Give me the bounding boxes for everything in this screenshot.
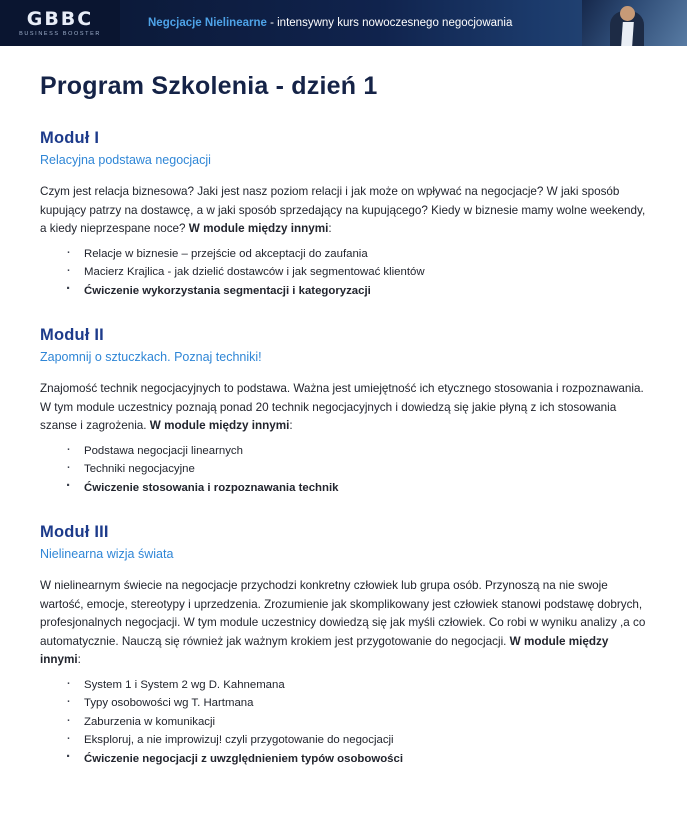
module-3-name: Moduł III xyxy=(40,523,109,541)
module-1-paragraph-tail: : xyxy=(328,222,332,235)
module-1-paragraph-bold: W module między innymi xyxy=(188,222,329,235)
module-1-paragraph-text: Czym jest relacja biznesowa? Jaki jest nasz poziom relacji i jak może on wpływać na negocjacje? W jaki sposób kupujący patrzy na dostawcę, a w jaki sposób sprzedający na kupującego? Kiedy w biznesie mamy wolne weekendy, a kiedy nieprzespane noce? xyxy=(40,185,646,235)
photo-shirt xyxy=(621,22,634,46)
module-2-paragraph-text: Znajomość technik negocjacyjnych to podstawa. Ważna jest umiejętność ich etycznego stosowania i rozpoznawania. W tym module uczestnicy poznają ponad 20 technik negocjacyjnych i dowiedzą się jakie płyną z ich stosowania szanse i zagrożenia. xyxy=(40,382,644,432)
list-item: · Eksploruj, a nie improwizuj! czyli przygotowanie do negocjacji xyxy=(66,731,647,750)
header-photo xyxy=(582,0,687,46)
module-2-subtitle: Zapomnij o sztuczkach. Poznaj techniki! xyxy=(40,350,262,364)
module-section-2 xyxy=(40,326,647,497)
module-2-name: Moduł II xyxy=(40,326,104,344)
module-section-3 xyxy=(40,523,647,768)
module-3-paragraph xyxy=(40,577,647,670)
brand-logo xyxy=(0,0,120,46)
module-1-paragraph xyxy=(40,183,647,239)
module-section-1 xyxy=(40,129,647,300)
list-item: · Podstawa negocjacji linearnych xyxy=(66,442,647,461)
list-item: · Techniki negocjacyjne xyxy=(66,460,647,479)
header-title xyxy=(148,17,512,29)
page-header xyxy=(0,0,687,46)
page-title: Program Szkolenia - dzień 1 xyxy=(40,72,378,100)
module-3-paragraph-tail: : xyxy=(77,653,81,666)
list-item: · Zaburzenia w komunikacji xyxy=(66,713,647,732)
module-3-paragraph-text: W nielinearnym świecie na negocjacje przychodzi konkretny człowiek lub grupa osób. Przynoszą na nie swoje wartość, emocje, stereotypy i uprzedzenia. Zrozumienie jak skomplikowany jest człowiek stanowi podstawę dobrych, profesjonalnych negocjacji. W tym module uczestnicy dowiedzą się jak myśli człowiek. Co robi w wyniku analizy ,a co automatycznie. Nauczą się również jak ważnym krokiem jest przygotowanie do negocjacji. xyxy=(40,579,646,648)
logo-tagline: BUSINESS BOOSTER xyxy=(19,30,101,37)
module-3-subtitle: Nielinearna wizja świata xyxy=(40,547,174,561)
module-3-paragraph-bold: W module między innymi xyxy=(40,634,609,666)
list-item: · Macierz Krajlica - jak dzielić dostawców i jak segmentować klientów xyxy=(66,263,647,282)
list-item: · Ćwiczenie negocjacji z uwzględnieniem typów osobowości xyxy=(66,750,647,769)
list-item: · Ćwiczenie stosowania i rozpoznawania technik xyxy=(66,479,647,498)
header-title-rest: - intensywny kurs nowoczesnego negocjowania xyxy=(266,17,513,29)
module-2-paragraph xyxy=(40,380,647,436)
document-body xyxy=(0,46,687,768)
logo-wordmark: GBBC xyxy=(26,7,94,30)
module-1-bullet-list xyxy=(40,245,647,301)
photo-head xyxy=(620,6,635,21)
module-2-bullet-list xyxy=(40,442,647,498)
list-item: · Relacje w biznesie – przejście od akceptacji do zaufania xyxy=(66,245,647,264)
list-item: · Typy osobowości wg T. Hartmana xyxy=(66,694,647,713)
module-2-paragraph-tail: : xyxy=(289,419,293,432)
module-3-bullet-list xyxy=(40,676,647,769)
list-item: · System 1 i System 2 wg D. Kahnemana xyxy=(66,676,647,695)
module-1-name: Moduł I xyxy=(40,129,100,147)
list-item: · Ćwiczenie wykorzystania segmentacji i kategoryzacji xyxy=(66,282,647,301)
module-1-subtitle: Relacyjna podstawa negocjacji xyxy=(40,153,211,167)
module-2-paragraph-bold: W module między innymi xyxy=(149,419,290,432)
header-title-accent: Negcjacje Nielinearne xyxy=(148,17,267,29)
